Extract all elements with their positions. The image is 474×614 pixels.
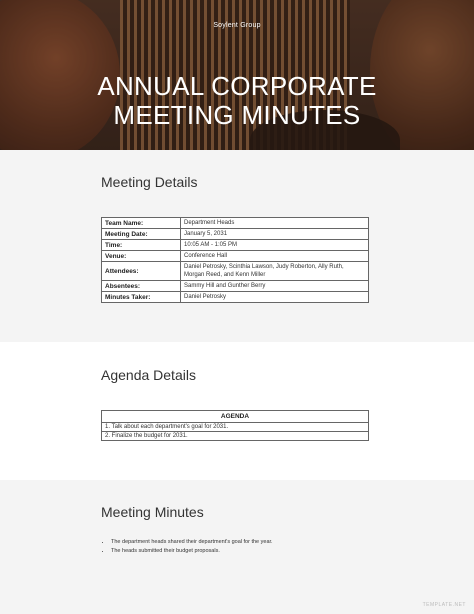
details-label: Venue: xyxy=(102,251,181,262)
meeting-details-section xyxy=(0,150,474,342)
details-value: Department Heads xyxy=(181,218,369,229)
minutes-bullet: • The department heads shared their department's goal for the year. xyxy=(111,538,273,547)
title-line-1: ANNUAL CORPORATE xyxy=(97,71,377,101)
agenda-details-heading: Agenda Details xyxy=(101,367,196,383)
details-value: Daniel Petrosky, Scinthia Lawson, Judy Roberton, Ally Ruth, Morgan Reed, and Kenn Miller xyxy=(181,262,369,281)
details-row xyxy=(102,262,369,281)
details-row xyxy=(102,240,369,251)
details-value: Conference Hall xyxy=(181,251,369,262)
minutes-bullet: • The heads submitted their budget proposals. xyxy=(111,547,273,556)
details-value: Daniel Petrosky xyxy=(181,292,369,303)
details-label: Absentees: xyxy=(102,281,181,292)
document-title xyxy=(0,72,474,130)
meeting-minutes-section xyxy=(0,480,474,614)
details-row xyxy=(102,229,369,240)
details-value: Sammy Hill and Gunther Berry xyxy=(181,281,369,292)
watermark: TEMPLATE.NET xyxy=(422,602,466,608)
details-label: Minutes Taker: xyxy=(102,292,181,303)
details-row xyxy=(102,292,369,303)
details-label: Attendees: xyxy=(102,262,181,281)
details-row xyxy=(102,218,369,229)
meeting-details-heading: Meeting Details xyxy=(101,174,198,190)
meeting-minutes-heading: Meeting Minutes xyxy=(101,504,204,520)
details-label: Team Name: xyxy=(102,218,181,229)
details-row xyxy=(102,251,369,262)
details-row xyxy=(102,281,369,292)
meeting-minutes-list xyxy=(101,538,273,556)
meeting-details-table xyxy=(101,217,369,303)
company-name: Soylent Group xyxy=(213,22,261,29)
details-value: January 5, 2031 xyxy=(181,229,369,240)
agenda-details-section xyxy=(0,342,474,480)
details-label: Time: xyxy=(102,240,181,251)
agenda-item: 1. Talk about each department's goal for 2031. xyxy=(102,423,369,432)
details-value: 10:05 AM - 1:05 PM xyxy=(181,240,369,251)
agenda-table xyxy=(101,410,369,441)
agenda-table-header: AGENDA xyxy=(102,411,369,423)
details-label: Meeting Date: xyxy=(102,229,181,240)
hero-banner xyxy=(0,0,474,150)
agenda-row xyxy=(102,423,369,432)
title-line-2: MEETING MINUTES xyxy=(113,100,361,130)
agenda-item: 2. Finalize the budget for 2031. xyxy=(102,432,369,441)
agenda-row xyxy=(102,432,369,441)
